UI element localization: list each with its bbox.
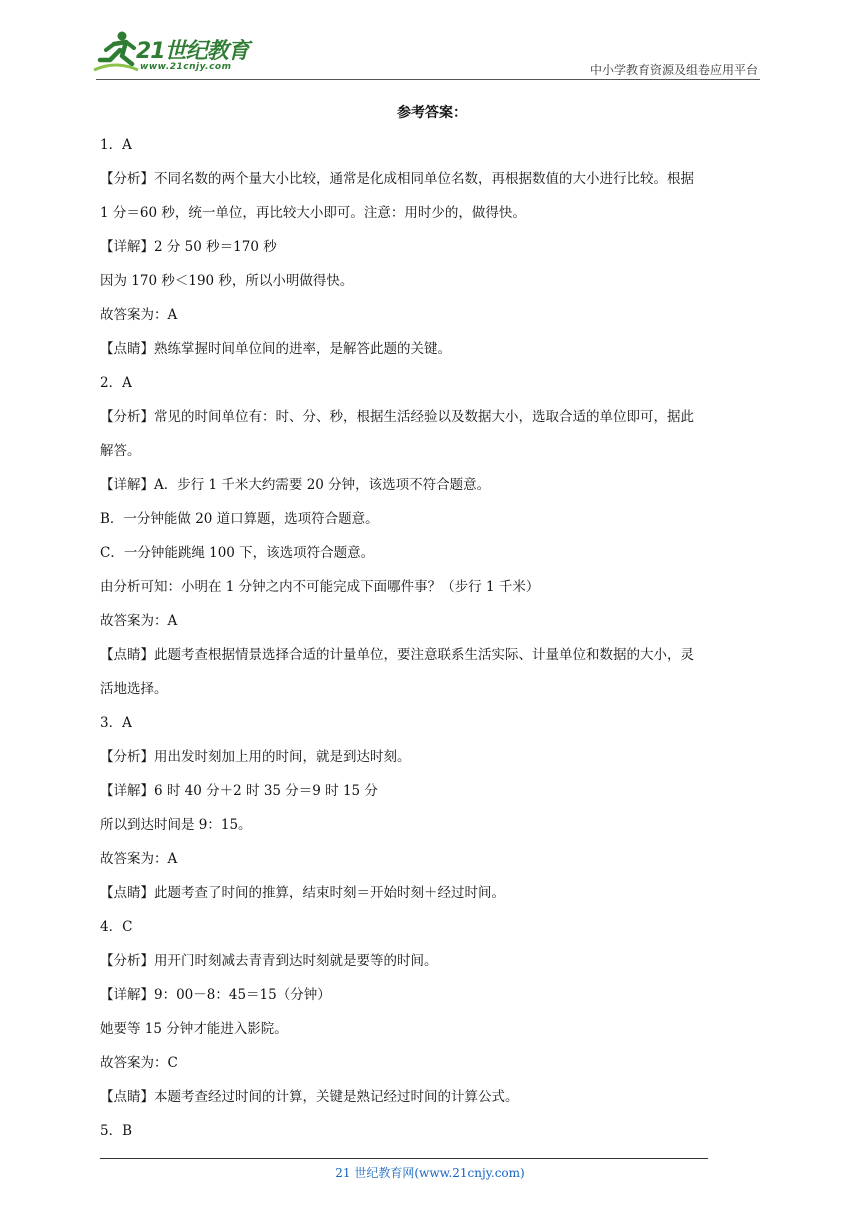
text-line: 【点睛】熟练掌握时间单位间的进率，是解答此题的关键。 <box>100 341 451 357</box>
text-line: 她要等 15 分钟才能进入影院。 <box>100 1021 288 1037</box>
text-line: B．一分钟能做 20 道口算题，选项符合题意。 <box>100 511 379 527</box>
text-line: 由分析可知：小明在 1 分钟之内不可能完成下面哪件事？（步行 1 千米） <box>100 579 540 595</box>
text-line: 1 分＝60 秒，统一单位，再比较大小即可。注意：用时少的，做得快。 <box>100 205 526 221</box>
footer-link[interactable]: 21 世纪教育网(www.21cnjy.com) <box>335 1166 525 1180</box>
site-logo[interactable] <box>92 30 262 76</box>
text-line: 解答。 <box>100 443 141 459</box>
text-line: 【分析】常见的时间单位有：时、分、秒，根据生活经验以及数据大小，选取合适的单位即可，据此 <box>100 409 694 425</box>
text-line: 【详解】2 分 50 秒＝170 秒 <box>100 239 277 255</box>
page-header <box>0 0 860 80</box>
text-line: 5．B <box>100 1123 133 1139</box>
answer-lines <box>100 128 764 1148</box>
text-line: 【点睛】本题考查经过时间的计算，关键是熟记经过时间的计算公式。 <box>100 1089 519 1105</box>
text-line: 故答案为：A <box>100 613 178 629</box>
text-line: 【分析】不同名数的两个量大小比较，通常是化成相同单位名数，再根据数值的大小进行比较。根据 <box>100 171 694 187</box>
text-line: 故答案为：A <box>100 307 178 323</box>
text-line: 故答案为：A <box>100 851 178 867</box>
text-line: 【详解】A．步行 1 千米大约需要 20 分钟，该选项不符合题意。 <box>100 477 491 493</box>
text-line: 【详解】9：00－8：45＝15（分钟） <box>100 987 331 1003</box>
text-line: 活地选择。 <box>100 681 168 697</box>
text-line: 1．A <box>100 137 132 153</box>
text-line: 【点睛】此题考查了时间的推算，结束时刻＝开始时刻＋经过时间。 <box>100 885 505 901</box>
footer-divider <box>100 1158 708 1159</box>
text-line: 故答案为：C <box>100 1055 178 1071</box>
text-line: 【分析】用出发时刻加上用的时间，就是到达时刻。 <box>100 749 411 765</box>
header-divider <box>96 79 760 80</box>
text-line: 3．A <box>100 715 132 731</box>
text-line: 所以到达时间是 9：15。 <box>100 817 252 833</box>
page-title: 参考答案： <box>397 105 467 121</box>
text-line: 【详解】6 时 40 分＋2 时 35 分＝9 时 15 分 <box>100 783 378 799</box>
text-line: C．一分钟能跳绳 100 下，该选项符合题意。 <box>100 545 375 561</box>
platform-name: 中小学教育资源及组卷应用平台 <box>589 63 758 77</box>
text-line: 【分析】用开门时刻减去青青到达时刻就是要等的时间。 <box>100 953 438 969</box>
text-line: 4．C <box>100 919 133 935</box>
runner-logo-icon <box>92 30 140 74</box>
text-line: 【点睛】此题考查根据情景选择合适的计量单位，要注意联系生活实际、计量单位和数据的大小，灵 <box>100 647 694 663</box>
logo-text: 21世纪教育 <box>136 39 249 64</box>
answer-content <box>100 98 764 1148</box>
text-line: 2．A <box>100 375 132 391</box>
text-line: 因为 170 秒＜190 秒，所以小明做得快。 <box>100 273 354 289</box>
logo-url: www.21cnjy.com <box>140 62 232 72</box>
